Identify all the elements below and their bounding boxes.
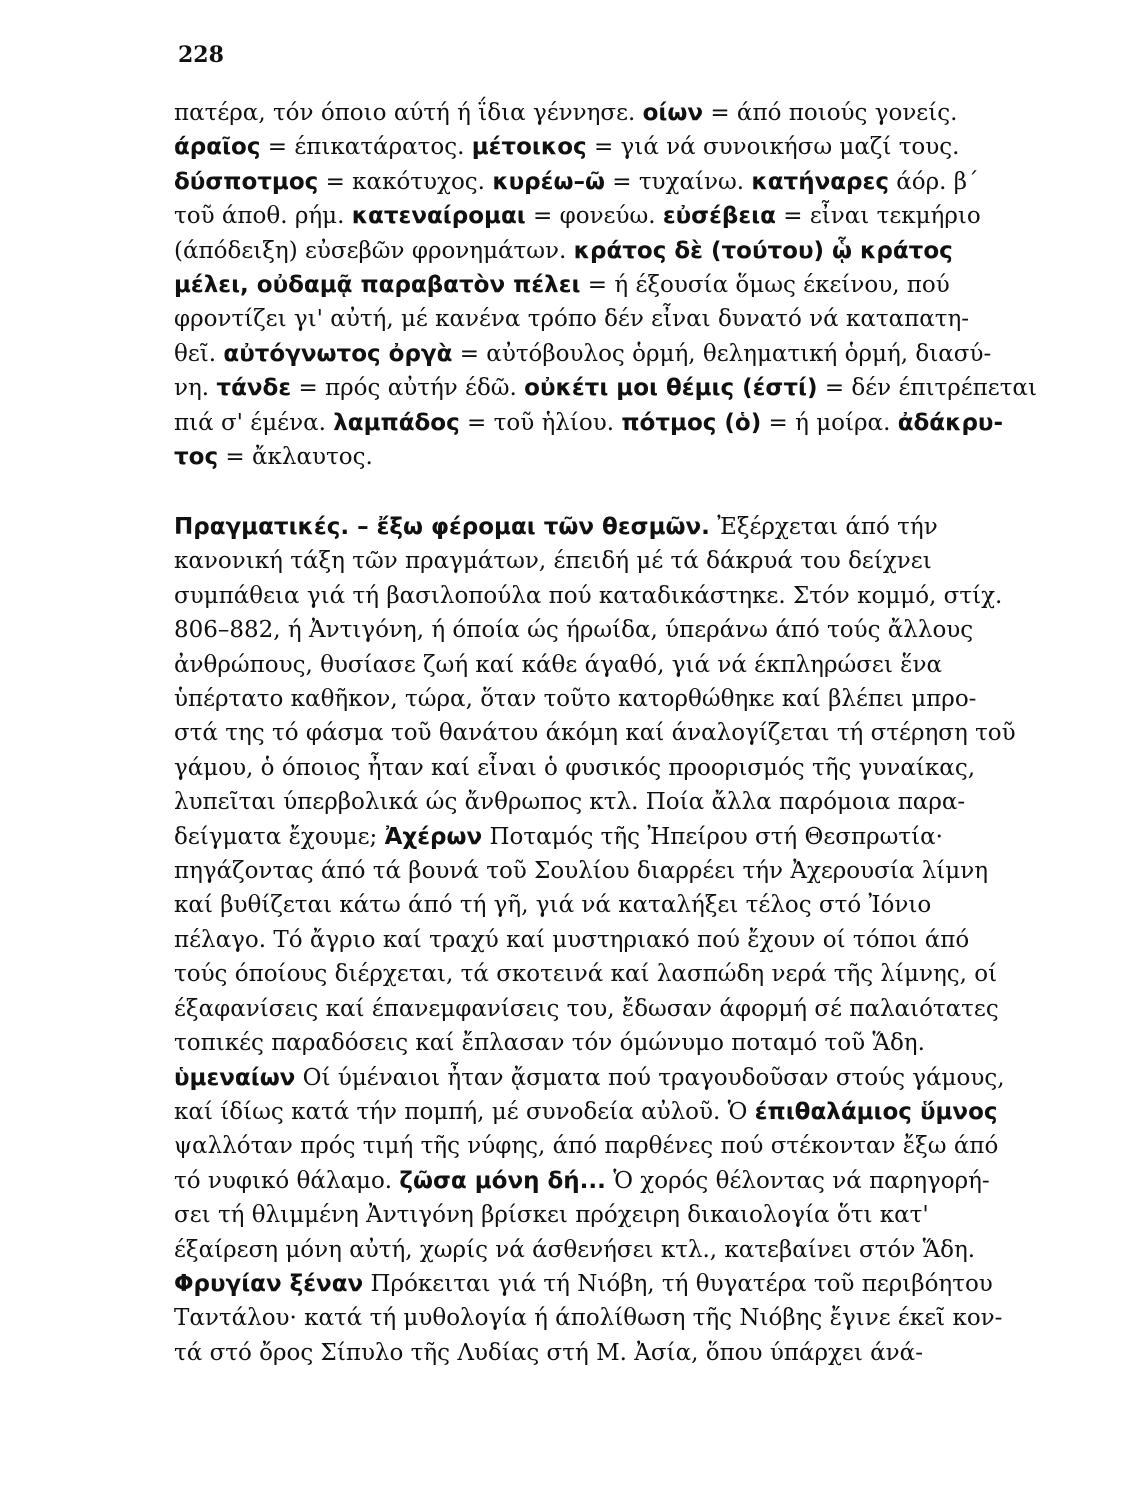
lemma-term: ἀδάκρυ- <box>897 409 1003 436</box>
gloss-text: Πρόκειται γιά τή Νιόβη, τή θυγατέρα τοῦ περιβόητου <box>363 1270 993 1297</box>
gloss-text: Ταντάλου· κατά τή μυθολογία ή άπολίθωση τῆς Νιόβης ἔγινε έκεῖ κον- <box>174 1305 1003 1332</box>
text-line <box>174 992 1040 1026</box>
gloss-text: = αὐτόβουλος ὁρμή, θεληματική ὁρμή, διασύ- <box>452 340 992 367</box>
text-line <box>174 648 1040 682</box>
text-line <box>174 544 1040 578</box>
text-line <box>174 613 1040 647</box>
gloss-text: ἀνθρώπους, θυσίασε ζωή καί κάθε άγαθό, γιά νά έκπληρώσει ἕνα <box>174 651 943 678</box>
gloss-text: πατέρα, τόν όποιο αύτή ή ΐδια γέννησε. <box>174 100 643 126</box>
gloss-text: άόρ. β΄ <box>888 168 979 195</box>
text-line <box>174 302 1040 336</box>
text-line <box>174 1095 1040 1129</box>
gloss-text: 806–882, ή Ἀντιγόνη, ή όποία ώς ήρωίδα, ύπεράνω άπό τούς ἄλλους <box>174 617 974 644</box>
gloss-text: = ἄκλαυτος. <box>218 444 373 471</box>
lemma-term: ζῶσα μόνη δή... <box>399 1167 606 1194</box>
lemma-term: κυρέω–ῶ <box>492 168 605 195</box>
text-line <box>174 1129 1040 1163</box>
gloss-text: = έπικατάρατος. <box>260 134 472 161</box>
text-line <box>174 1026 1040 1060</box>
lemma-term: άραῖος <box>174 134 261 161</box>
text-line <box>174 1336 1040 1370</box>
text-line <box>174 716 1040 750</box>
gloss-text: δείγματα ἔχουμε; <box>174 823 385 850</box>
text-line <box>174 96 1040 130</box>
gloss-text: = φονεύω. <box>525 203 663 230</box>
text-line <box>174 923 1040 957</box>
text-line <box>174 888 1040 922</box>
lemma-term: λαμπάδος <box>333 409 460 436</box>
text-line <box>174 1198 1040 1232</box>
text-line <box>174 165 1040 199</box>
gloss-text: = τοῦ ἡλίου. <box>459 409 622 436</box>
gloss-text: (άπόδειξη) εὐσεβῶν φρονημάτων. <box>174 237 574 264</box>
gloss-text: Ὁ χορός θέλοντας νά παρηγορή- <box>605 1167 990 1194</box>
text-line <box>174 406 1040 440</box>
text-line <box>174 234 1040 268</box>
gloss-text: = ή μοίρα. <box>761 409 898 436</box>
text-line <box>174 199 1040 233</box>
text-line <box>174 371 1040 405</box>
gloss-text: τοπικές παραδόσεις καί ἔπλασαν τόν όμώνυμο ποταμό τοῦ Ἅδη. <box>174 1030 925 1057</box>
gloss-text: ψαλλόταν πρός τιμή τῆς νύφης, άπό παρθένες πού στέκονταν ἔξω άπό <box>174 1133 999 1160</box>
gloss-text: τοῦ άποθ. ρήμ. <box>174 203 352 230</box>
gloss-text: θεῖ. <box>174 340 224 367</box>
lemma-term: πότμος (ὁ) <box>621 409 762 436</box>
gloss-text: συμπάθεια γιά τή βασιλοπούλα πού καταδικάστηκε. Στόν κομμό, στίχ. <box>174 582 1003 609</box>
gloss-text: λυπεῖται ύπερβολικά ώς ἄνθρωπος κτλ. Ποία ἄλλα παρόμοια παρα- <box>174 789 966 816</box>
gloss-text: πιά σ' έμένα. <box>174 409 334 436</box>
text-line <box>174 682 1040 716</box>
text-line <box>174 337 1040 371</box>
lemma-term: αὐτόγνωτος ὀργὰ <box>223 340 453 367</box>
text-line <box>174 440 1040 474</box>
lemma-term: μέτοικος <box>471 134 587 161</box>
text-line <box>174 1061 1040 1095</box>
gloss-text: = άπό ποιούς γονείς. <box>703 100 958 126</box>
lemma-term: οίων <box>642 100 704 126</box>
gloss-text: καί βυθίζεται κάτω άπό τή γῆ, γιά νά καταλήξει τέλος στό Ἰόνιο <box>174 892 932 919</box>
text-line <box>174 957 1040 991</box>
gloss-text: = πρός αὐτήν έδῶ. <box>291 375 525 402</box>
lemma-term: Πραγματικές. – ἔξω φέρομαι τῶν θεσμῶν. <box>174 514 710 540</box>
gloss-text: τό νυφικό θάλαμο. <box>174 1167 400 1194</box>
lemma-term: τος <box>174 444 219 471</box>
text-line <box>174 820 1040 854</box>
lemma-term: οὐκέτι μοι θέμις (έστί) <box>524 375 818 402</box>
lemma-term: κατεναίρομαι <box>351 203 526 230</box>
lemma-term: κράτος δὲ (τούτου) ᾧ κράτος <box>573 237 953 264</box>
gloss-text: πηγάζοντας άπό τά βουνά τοῦ Σουλίου διαρρέει τήν Ἀχερουσία λίμνη <box>174 858 989 885</box>
gloss-text: = γιά νά συνοικήσω μαζί τους. <box>586 134 960 161</box>
text-line <box>174 1301 1040 1335</box>
gloss-text: = τυχαίνω. <box>604 168 752 195</box>
gloss-text: = κακότυχος. <box>318 168 493 195</box>
gloss-text: κανονική τάξη τῶν πραγμάτων, έπειδή μέ τά δάκρυά του δείχνει <box>174 548 932 575</box>
lemma-term: Φρυγίαν ξέναν <box>174 1270 364 1297</box>
lemma-term: έπιθαλάμιος ὕμνος <box>754 1098 998 1125</box>
lemma-term: ὑμεναίων <box>174 1064 296 1091</box>
text-line <box>174 510 1040 544</box>
gloss-text: τά στό ὄρος Σίπυλο τῆς Λυδίας στή Μ. Ἀσία, ὅπου ύπάρχει άνά- <box>174 1339 923 1366</box>
lemma-term: Ἀχέρων <box>384 823 483 850</box>
text-line <box>174 751 1040 785</box>
gloss-text: = ή έξουσία ὅμως έκείνου, πού <box>580 272 950 299</box>
gloss-text: στά της τό φάσμα τοῦ θανάτου άκόμη καί άναλογίζεται τή στέρηση τοῦ <box>174 720 1016 747</box>
text-line <box>174 268 1040 302</box>
gloss-text: = δέν έπιτρέπεται <box>817 375 1037 402</box>
text-line <box>174 579 1040 613</box>
gloss-text: έξαφανίσεις καί έπανεμφανίσεις του, ἔδωσαν άφορμή σέ παλαιότατες <box>174 995 999 1022</box>
gloss-text: γάμου, ὁ όποιος ἦταν καί εἶναι ὁ φυσικός προορισμός τῆς γυναίκας, <box>174 754 976 781</box>
gloss-text: νη. <box>174 375 217 402</box>
gloss-text: καί ίδίως κατά τήν πομπή, μέ συνοδεία αὐλοῦ. Ὁ <box>174 1098 755 1125</box>
gloss-text: Οί ύμέναιοι ἦταν ᾄσματα πού τραγουδοῦσαν στούς γάμους, <box>295 1064 1005 1091</box>
text-line <box>174 1164 1040 1198</box>
gloss-text: τούς όποίους διέρχεται, τά σκοτεινά καί λασπώδη νερά τῆς λίμνης, οί <box>174 961 998 988</box>
commentary-paragraph-factual-notes <box>174 510 1040 1370</box>
page-number: 228 <box>178 42 224 68</box>
text-line <box>174 1233 1040 1267</box>
lemma-term: δύσποτμος <box>174 168 319 195</box>
lemma-term: τάνδε <box>216 375 292 402</box>
text-line <box>174 785 1040 819</box>
gloss-text: Ἐξέρχεται άπό τήν <box>709 514 938 540</box>
lemma-term: κατήναρες <box>751 168 889 195</box>
gloss-text: πέλαγο. Τό ἄγριο καί τραχύ καί μυστηριακό πού ἔχουν οί τόποι άπό <box>174 926 970 953</box>
text-line <box>174 854 1040 888</box>
gloss-text: έξαίρεση μόνη αὐτή, χωρίς νά άσθενήσει κτλ., κατεβαίνει στόν Ἅδη. <box>174 1236 976 1263</box>
gloss-text: φροντίζει γι' αὐτή, μέ κανένα τρόπο δέν εἶναι δυνατό νά καταπατη- <box>174 306 970 333</box>
lemma-term: εὐσέβεια <box>662 203 776 230</box>
text-line <box>174 130 1040 164</box>
text-line <box>174 1267 1040 1301</box>
gloss-text: ὑπέρτατο καθῆκον, τώρα, ὅταν τοῦτο κατορθώθηκε καί βλέπει μπρο- <box>174 686 977 713</box>
gloss-text: σει τή θλιμμένη Ἀντιγόνη βρίσκει πρόχειρη δικαιολογία ὅτι κατ' <box>174 1202 929 1229</box>
gloss-text: Ποταμός τῆς Ἠπείρου στή Θεσπρωτία· <box>482 823 943 850</box>
commentary-paragraph-vocabulary <box>174 96 1040 474</box>
gloss-text: = εἶναι τεκμήριο <box>775 203 981 230</box>
lemma-term: μέλει, οὐδαμᾷ παραβατὸν πέλει <box>174 272 581 299</box>
